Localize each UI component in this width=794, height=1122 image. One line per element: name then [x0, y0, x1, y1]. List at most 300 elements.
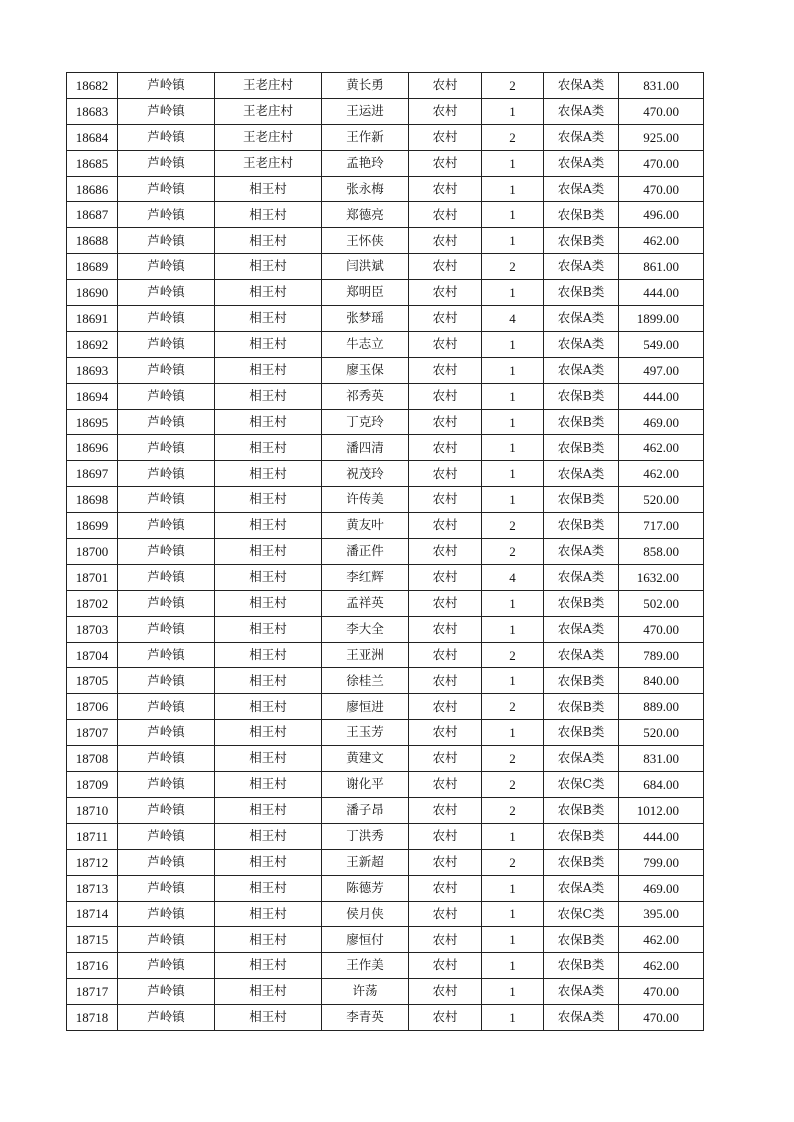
area-cell: 农村 — [409, 642, 482, 668]
amount-cell: 395.00 — [619, 901, 704, 927]
area-cell: 农村 — [409, 331, 482, 357]
town-cell: 芦岭镇 — [118, 746, 215, 772]
serial-cell: 18717 — [67, 979, 118, 1005]
town-cell: 芦岭镇 — [118, 124, 215, 150]
town-cell: 芦岭镇 — [118, 590, 215, 616]
town-cell: 芦岭镇 — [118, 694, 215, 720]
table-row — [67, 435, 704, 461]
amount-cell: 889.00 — [619, 694, 704, 720]
name-cell: 王怀侠 — [322, 228, 409, 254]
village-cell: 相王村 — [215, 823, 322, 849]
area-cell: 农村 — [409, 461, 482, 487]
category-cell: 农保B类 — [544, 280, 619, 306]
town-cell: 芦岭镇 — [118, 331, 215, 357]
town-cell: 芦岭镇 — [118, 642, 215, 668]
area-cell: 农村 — [409, 254, 482, 280]
table-row — [67, 98, 704, 124]
category-cell: 农保A类 — [544, 539, 619, 565]
town-cell: 芦岭镇 — [118, 539, 215, 565]
amount-cell: 470.00 — [619, 98, 704, 124]
count-cell: 4 — [482, 564, 544, 590]
table-row — [67, 513, 704, 539]
village-cell: 相王村 — [215, 1005, 322, 1031]
name-cell: 丁洪秀 — [322, 823, 409, 849]
amount-cell: 444.00 — [619, 823, 704, 849]
count-cell: 2 — [482, 539, 544, 565]
category-cell: 农保B类 — [544, 953, 619, 979]
town-cell: 芦岭镇 — [118, 953, 215, 979]
table-row — [67, 590, 704, 616]
area-cell: 农村 — [409, 875, 482, 901]
amount-cell: 858.00 — [619, 539, 704, 565]
area-cell: 农村 — [409, 927, 482, 953]
count-cell: 1 — [482, 823, 544, 849]
village-cell: 相王村 — [215, 797, 322, 823]
table-row — [67, 797, 704, 823]
area-cell: 农村 — [409, 306, 482, 332]
name-cell: 李大全 — [322, 616, 409, 642]
name-cell: 闫洪斌 — [322, 254, 409, 280]
amount-cell: 520.00 — [619, 487, 704, 513]
town-cell: 芦岭镇 — [118, 823, 215, 849]
area-cell: 农村 — [409, 202, 482, 228]
area-cell: 农村 — [409, 616, 482, 642]
count-cell: 2 — [482, 513, 544, 539]
name-cell: 郑德亮 — [322, 202, 409, 228]
category-cell: 农保A类 — [544, 124, 619, 150]
count-cell: 1 — [482, 487, 544, 513]
town-cell: 芦岭镇 — [118, 901, 215, 927]
count-cell: 2 — [482, 772, 544, 798]
amount-cell: 549.00 — [619, 331, 704, 357]
serial-cell: 18716 — [67, 953, 118, 979]
table-row — [67, 772, 704, 798]
table-row — [67, 539, 704, 565]
name-cell: 祁秀英 — [322, 383, 409, 409]
town-cell: 芦岭镇 — [118, 849, 215, 875]
village-cell: 相王村 — [215, 953, 322, 979]
name-cell: 徐桂兰 — [322, 668, 409, 694]
serial-cell: 18692 — [67, 331, 118, 357]
area-cell: 农村 — [409, 409, 482, 435]
category-cell: 农保B类 — [544, 513, 619, 539]
village-cell: 相王村 — [215, 668, 322, 694]
category-cell: 农保B类 — [544, 383, 619, 409]
count-cell: 4 — [482, 306, 544, 332]
name-cell: 陈德芳 — [322, 875, 409, 901]
name-cell: 王亚洲 — [322, 642, 409, 668]
serial-cell: 18704 — [67, 642, 118, 668]
count-cell: 1 — [482, 979, 544, 1005]
amount-cell: 831.00 — [619, 73, 704, 99]
table-row — [67, 979, 704, 1005]
amount-cell: 925.00 — [619, 124, 704, 150]
category-cell: 农保A类 — [544, 73, 619, 99]
area-cell: 农村 — [409, 487, 482, 513]
serial-cell: 18698 — [67, 487, 118, 513]
village-cell: 相王村 — [215, 772, 322, 798]
amount-cell: 861.00 — [619, 254, 704, 280]
area-cell: 农村 — [409, 823, 482, 849]
town-cell: 芦岭镇 — [118, 487, 215, 513]
town-cell: 芦岭镇 — [118, 564, 215, 590]
town-cell: 芦岭镇 — [118, 306, 215, 332]
town-cell: 芦岭镇 — [118, 254, 215, 280]
serial-cell: 18684 — [67, 124, 118, 150]
amount-cell: 470.00 — [619, 616, 704, 642]
village-cell: 相王村 — [215, 694, 322, 720]
serial-cell: 18706 — [67, 694, 118, 720]
serial-cell: 18707 — [67, 720, 118, 746]
count-cell: 1 — [482, 435, 544, 461]
category-cell: 农保A类 — [544, 616, 619, 642]
category-cell: 农保A类 — [544, 254, 619, 280]
count-cell: 1 — [482, 280, 544, 306]
table-row — [67, 875, 704, 901]
count-cell: 1 — [482, 668, 544, 694]
table-row — [67, 849, 704, 875]
category-cell: 农保A类 — [544, 564, 619, 590]
area-cell: 农村 — [409, 797, 482, 823]
count-cell: 1 — [482, 331, 544, 357]
village-cell: 相王村 — [215, 228, 322, 254]
count-cell: 2 — [482, 797, 544, 823]
town-cell: 芦岭镇 — [118, 1005, 215, 1031]
town-cell: 芦岭镇 — [118, 150, 215, 176]
name-cell: 张永梅 — [322, 176, 409, 202]
serial-cell: 18700 — [67, 539, 118, 565]
village-cell: 相王村 — [215, 616, 322, 642]
village-cell: 相王村 — [215, 461, 322, 487]
area-cell: 农村 — [409, 720, 482, 746]
town-cell: 芦岭镇 — [118, 797, 215, 823]
table-row — [67, 564, 704, 590]
category-cell: 农保A类 — [544, 746, 619, 772]
category-cell: 农保B类 — [544, 668, 619, 694]
amount-cell: 840.00 — [619, 668, 704, 694]
amount-cell: 444.00 — [619, 280, 704, 306]
category-cell: 农保A类 — [544, 357, 619, 383]
serial-cell: 18702 — [67, 590, 118, 616]
serial-cell: 18694 — [67, 383, 118, 409]
category-cell: 农保C类 — [544, 901, 619, 927]
name-cell: 李青英 — [322, 1005, 409, 1031]
count-cell: 1 — [482, 901, 544, 927]
count-cell: 1 — [482, 927, 544, 953]
amount-cell: 444.00 — [619, 383, 704, 409]
serial-cell: 18699 — [67, 513, 118, 539]
category-cell: 农保B类 — [544, 823, 619, 849]
amount-cell: 462.00 — [619, 953, 704, 979]
serial-cell: 18709 — [67, 772, 118, 798]
name-cell: 潘子昂 — [322, 797, 409, 823]
count-cell: 2 — [482, 694, 544, 720]
table-row — [67, 461, 704, 487]
town-cell: 芦岭镇 — [118, 176, 215, 202]
name-cell: 张梦瑶 — [322, 306, 409, 332]
name-cell: 侯月侠 — [322, 901, 409, 927]
area-cell: 农村 — [409, 901, 482, 927]
category-cell: 农保A类 — [544, 331, 619, 357]
table-body — [67, 73, 704, 1031]
village-cell: 相王村 — [215, 720, 322, 746]
village-cell: 相王村 — [215, 254, 322, 280]
category-cell: 农保B类 — [544, 409, 619, 435]
category-cell: 农保C类 — [544, 772, 619, 798]
name-cell: 李红辉 — [322, 564, 409, 590]
village-cell: 相王村 — [215, 590, 322, 616]
area-cell: 农村 — [409, 849, 482, 875]
serial-cell: 18697 — [67, 461, 118, 487]
name-cell: 王玉芳 — [322, 720, 409, 746]
town-cell: 芦岭镇 — [118, 202, 215, 228]
village-cell: 相王村 — [215, 927, 322, 953]
count-cell: 1 — [482, 875, 544, 901]
village-cell: 相王村 — [215, 642, 322, 668]
category-cell: 农保A类 — [544, 875, 619, 901]
name-cell: 丁克玲 — [322, 409, 409, 435]
area-cell: 农村 — [409, 73, 482, 99]
category-cell: 农保A类 — [544, 306, 619, 332]
category-cell: 农保B类 — [544, 202, 619, 228]
table-row — [67, 306, 704, 332]
category-cell: 农保B类 — [544, 797, 619, 823]
name-cell: 郑明臣 — [322, 280, 409, 306]
count-cell: 2 — [482, 124, 544, 150]
table-row — [67, 901, 704, 927]
serial-cell: 18689 — [67, 254, 118, 280]
table-row — [67, 668, 704, 694]
area-cell: 农村 — [409, 953, 482, 979]
table-row — [67, 694, 704, 720]
name-cell: 许荡 — [322, 979, 409, 1005]
village-cell: 相王村 — [215, 875, 322, 901]
serial-cell: 18682 — [67, 73, 118, 99]
count-cell: 2 — [482, 746, 544, 772]
name-cell: 廖恒进 — [322, 694, 409, 720]
table-row — [67, 746, 704, 772]
category-cell: 农保A类 — [544, 1005, 619, 1031]
amount-cell: 462.00 — [619, 461, 704, 487]
area-cell: 农村 — [409, 772, 482, 798]
table-row — [67, 823, 704, 849]
table-row — [67, 1005, 704, 1031]
village-cell: 相王村 — [215, 202, 322, 228]
table-row — [67, 720, 704, 746]
name-cell: 祝茂玲 — [322, 461, 409, 487]
town-cell: 芦岭镇 — [118, 228, 215, 254]
village-cell: 相王村 — [215, 435, 322, 461]
count-cell: 1 — [482, 409, 544, 435]
serial-cell: 18696 — [67, 435, 118, 461]
name-cell: 王新超 — [322, 849, 409, 875]
amount-cell: 789.00 — [619, 642, 704, 668]
count-cell: 1 — [482, 98, 544, 124]
area-cell: 农村 — [409, 979, 482, 1005]
area-cell: 农村 — [409, 513, 482, 539]
count-cell: 1 — [482, 1005, 544, 1031]
area-cell: 农村 — [409, 280, 482, 306]
count-cell: 2 — [482, 254, 544, 280]
area-cell: 农村 — [409, 176, 482, 202]
table-row — [67, 254, 704, 280]
village-cell: 相王村 — [215, 383, 322, 409]
area-cell: 农村 — [409, 98, 482, 124]
count-cell: 1 — [482, 176, 544, 202]
village-cell: 相王村 — [215, 849, 322, 875]
village-cell: 相王村 — [215, 357, 322, 383]
name-cell: 黄建文 — [322, 746, 409, 772]
area-cell: 农村 — [409, 539, 482, 565]
town-cell: 芦岭镇 — [118, 98, 215, 124]
town-cell: 芦岭镇 — [118, 357, 215, 383]
town-cell: 芦岭镇 — [118, 513, 215, 539]
count-cell: 1 — [482, 590, 544, 616]
village-cell: 相王村 — [215, 564, 322, 590]
count-cell: 2 — [482, 73, 544, 99]
count-cell: 1 — [482, 202, 544, 228]
village-cell: 相王村 — [215, 176, 322, 202]
amount-cell: 831.00 — [619, 746, 704, 772]
name-cell: 潘四清 — [322, 435, 409, 461]
count-cell: 1 — [482, 357, 544, 383]
count-cell: 1 — [482, 150, 544, 176]
village-cell: 相王村 — [215, 513, 322, 539]
serial-cell: 18713 — [67, 875, 118, 901]
serial-cell: 18710 — [67, 797, 118, 823]
serial-cell: 18705 — [67, 668, 118, 694]
serial-cell: 18708 — [67, 746, 118, 772]
town-cell: 芦岭镇 — [118, 383, 215, 409]
category-cell: 农保B类 — [544, 694, 619, 720]
serial-cell: 18691 — [67, 306, 118, 332]
count-cell: 1 — [482, 461, 544, 487]
table-row — [67, 73, 704, 99]
amount-cell: 470.00 — [619, 979, 704, 1005]
table-row — [67, 953, 704, 979]
village-cell: 相王村 — [215, 409, 322, 435]
table-row — [67, 176, 704, 202]
table-row — [67, 383, 704, 409]
town-cell: 芦岭镇 — [118, 461, 215, 487]
serial-cell: 18711 — [67, 823, 118, 849]
category-cell: 农保A类 — [544, 979, 619, 1005]
name-cell: 廖恒付 — [322, 927, 409, 953]
name-cell: 潘正件 — [322, 539, 409, 565]
town-cell: 芦岭镇 — [118, 409, 215, 435]
amount-cell: 470.00 — [619, 150, 704, 176]
table-row — [67, 409, 704, 435]
category-cell: 农保A类 — [544, 642, 619, 668]
area-cell: 农村 — [409, 357, 482, 383]
town-cell: 芦岭镇 — [118, 772, 215, 798]
category-cell: 农保B类 — [544, 487, 619, 513]
serial-cell: 18701 — [67, 564, 118, 590]
count-cell: 1 — [482, 720, 544, 746]
category-cell: 农保A类 — [544, 98, 619, 124]
table-row — [67, 616, 704, 642]
table-row — [67, 487, 704, 513]
area-cell: 农村 — [409, 564, 482, 590]
area-cell: 农村 — [409, 435, 482, 461]
amount-cell: 717.00 — [619, 513, 704, 539]
town-cell: 芦岭镇 — [118, 616, 215, 642]
category-cell: 农保B类 — [544, 590, 619, 616]
category-cell: 农保B类 — [544, 228, 619, 254]
town-cell: 芦岭镇 — [118, 668, 215, 694]
amount-cell: 470.00 — [619, 1005, 704, 1031]
village-cell: 相王村 — [215, 306, 322, 332]
serial-cell: 18695 — [67, 409, 118, 435]
category-cell: 农保B类 — [544, 435, 619, 461]
name-cell: 王运进 — [322, 98, 409, 124]
amount-cell: 469.00 — [619, 875, 704, 901]
table-row — [67, 927, 704, 953]
town-cell: 芦岭镇 — [118, 875, 215, 901]
serial-cell: 18703 — [67, 616, 118, 642]
amount-cell: 469.00 — [619, 409, 704, 435]
village-cell: 相王村 — [215, 331, 322, 357]
serial-cell: 18693 — [67, 357, 118, 383]
table-row — [67, 642, 704, 668]
category-cell: 农保B类 — [544, 849, 619, 875]
name-cell: 黄长勇 — [322, 73, 409, 99]
amount-cell: 496.00 — [619, 202, 704, 228]
amount-cell: 1012.00 — [619, 797, 704, 823]
serial-cell: 18686 — [67, 176, 118, 202]
town-cell: 芦岭镇 — [118, 280, 215, 306]
name-cell: 许传美 — [322, 487, 409, 513]
count-cell: 1 — [482, 616, 544, 642]
village-cell: 王老庄村 — [215, 73, 322, 99]
name-cell: 王作新 — [322, 124, 409, 150]
category-cell: 农保A类 — [544, 150, 619, 176]
table-row — [67, 331, 704, 357]
name-cell: 廖玉保 — [322, 357, 409, 383]
category-cell: 农保A类 — [544, 461, 619, 487]
count-cell: 1 — [482, 953, 544, 979]
area-cell: 农村 — [409, 694, 482, 720]
name-cell: 黄友叶 — [322, 513, 409, 539]
name-cell: 牛志立 — [322, 331, 409, 357]
table-row — [67, 228, 704, 254]
amount-cell: 1899.00 — [619, 306, 704, 332]
village-cell: 王老庄村 — [215, 150, 322, 176]
name-cell: 王作美 — [322, 953, 409, 979]
village-cell: 王老庄村 — [215, 98, 322, 124]
count-cell: 1 — [482, 228, 544, 254]
village-cell: 相王村 — [215, 487, 322, 513]
table-row — [67, 150, 704, 176]
name-cell: 谢化平 — [322, 772, 409, 798]
village-cell: 相王村 — [215, 901, 322, 927]
amount-cell: 684.00 — [619, 772, 704, 798]
count-cell: 2 — [482, 849, 544, 875]
serial-cell: 18715 — [67, 927, 118, 953]
town-cell: 芦岭镇 — [118, 73, 215, 99]
town-cell: 芦岭镇 — [118, 435, 215, 461]
count-cell: 1 — [482, 383, 544, 409]
area-cell: 农村 — [409, 668, 482, 694]
town-cell: 芦岭镇 — [118, 979, 215, 1005]
amount-cell: 470.00 — [619, 176, 704, 202]
area-cell: 农村 — [409, 383, 482, 409]
serial-cell: 18690 — [67, 280, 118, 306]
data-table — [66, 72, 704, 1031]
table-row — [67, 124, 704, 150]
category-cell: 农保B类 — [544, 720, 619, 746]
area-cell: 农村 — [409, 590, 482, 616]
